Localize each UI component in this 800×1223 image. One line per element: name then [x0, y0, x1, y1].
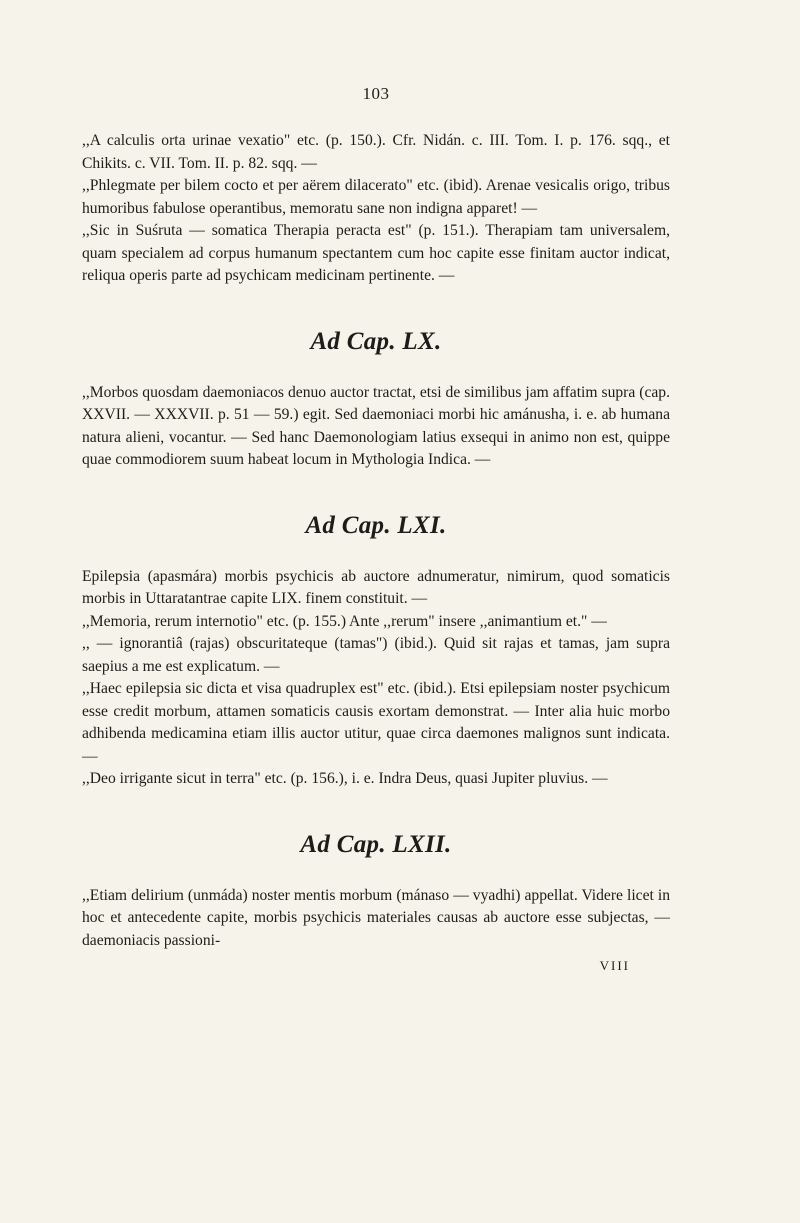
- section-intro: [82, 130, 670, 288]
- paragraph: ,,Etiam delirium (unmáda) noster mentis morbum (mánaso — vyadhi) appellat. Videre licet in hoc et antecedente capite, morbis psychicis materiales causas ab auctore esse subjectas, — daemoniacis passioni-: [82, 886, 670, 949]
- paragraph: ,,Deo irrigante sicut in terra" etc. (p. 156.), i. e. Indra Deus, quasi Jupiter pluvius. —: [82, 770, 608, 787]
- chapter-heading-lx: Ad Cap. LX.: [310, 327, 442, 355]
- paragraph: ,,Haec epilepsia sic dicta et visa quadruplex est" etc. (ibid.). Etsi epilepsiam noster psychicum esse credit morbum, attamen somaticis causis exortam demonstrat. — Inter alia huic morbo adhibenda medicamina etiam illis auctor utitur, quae circa daemones malignos sunt indicata. —: [82, 680, 670, 765]
- paragraph: ,,Morbos quosdam daemoniacos denuo auctor tractat, etsi de similibus jam affatim supra (cap. XXVII. — XXXVII. p. 51 — 59.) egit. Sed daemoniaci morbi hic amánusha, i. e. ab humana natura alieni, vocantur. — Sed hanc Daemonologiam latius exsequi in animo non est, quippe quae commodiorem suum habeat locum in Mythologia Indica. —: [82, 383, 670, 468]
- page-number: 103: [362, 84, 390, 103]
- paragraph: ,, — ignorantiâ (rajas) obscuritateque (tamas") (ibid.). Quid sit rajas et tamas, jam supra saepius a me est explicatum. —: [82, 635, 670, 675]
- section-cap-lxii: [82, 885, 670, 953]
- paragraph: ,,Sic in Suśruta — somatica Therapia peracta est" (p. 151.). Therapiam tam universalem, quam specialem ad corpus humanum spectantem cum hoc capite esse finitam auctor indicat, reliqua operis parte ad psychicam medicinam pertinente. —: [82, 222, 670, 284]
- chapter-heading-lxi: Ad Cap. LXI.: [305, 511, 447, 539]
- paragraph: Epilepsia (apasmára) morbis psychicis ab auctore adnumeratur, nimirum, quod somaticis morbis in Uttaratantrae capite LIX. finem constituit. —: [82, 567, 670, 607]
- signature-mark: VIII: [599, 958, 630, 973]
- paragraph: ,,Memoria, rerum internotio" etc. (p. 155.) Ante ,,rerum" insere ,,animantium et." —: [82, 612, 607, 630]
- section-cap-lxi: [82, 566, 670, 791]
- chapter-heading-lxii: Ad Cap. LXII.: [300, 830, 452, 858]
- paragraph: ,,Phlegmate per bilem cocto et per aërem dilacerato" etc. (ibid). Arenae vesicalis origo, tribus humoribus fabulose operantibus, memoratu sane non indigna apparet! —: [82, 177, 670, 217]
- section-cap-lx: [82, 382, 670, 472]
- paragraph: ,,A calculis orta urinae vexatio" etc. (p. 150.). Cfr. Nidán. c. III. Tom. I. p. 176. sqq., et Chikits. c. VII. Tom. II. p. 82. sqq. —: [82, 132, 670, 172]
